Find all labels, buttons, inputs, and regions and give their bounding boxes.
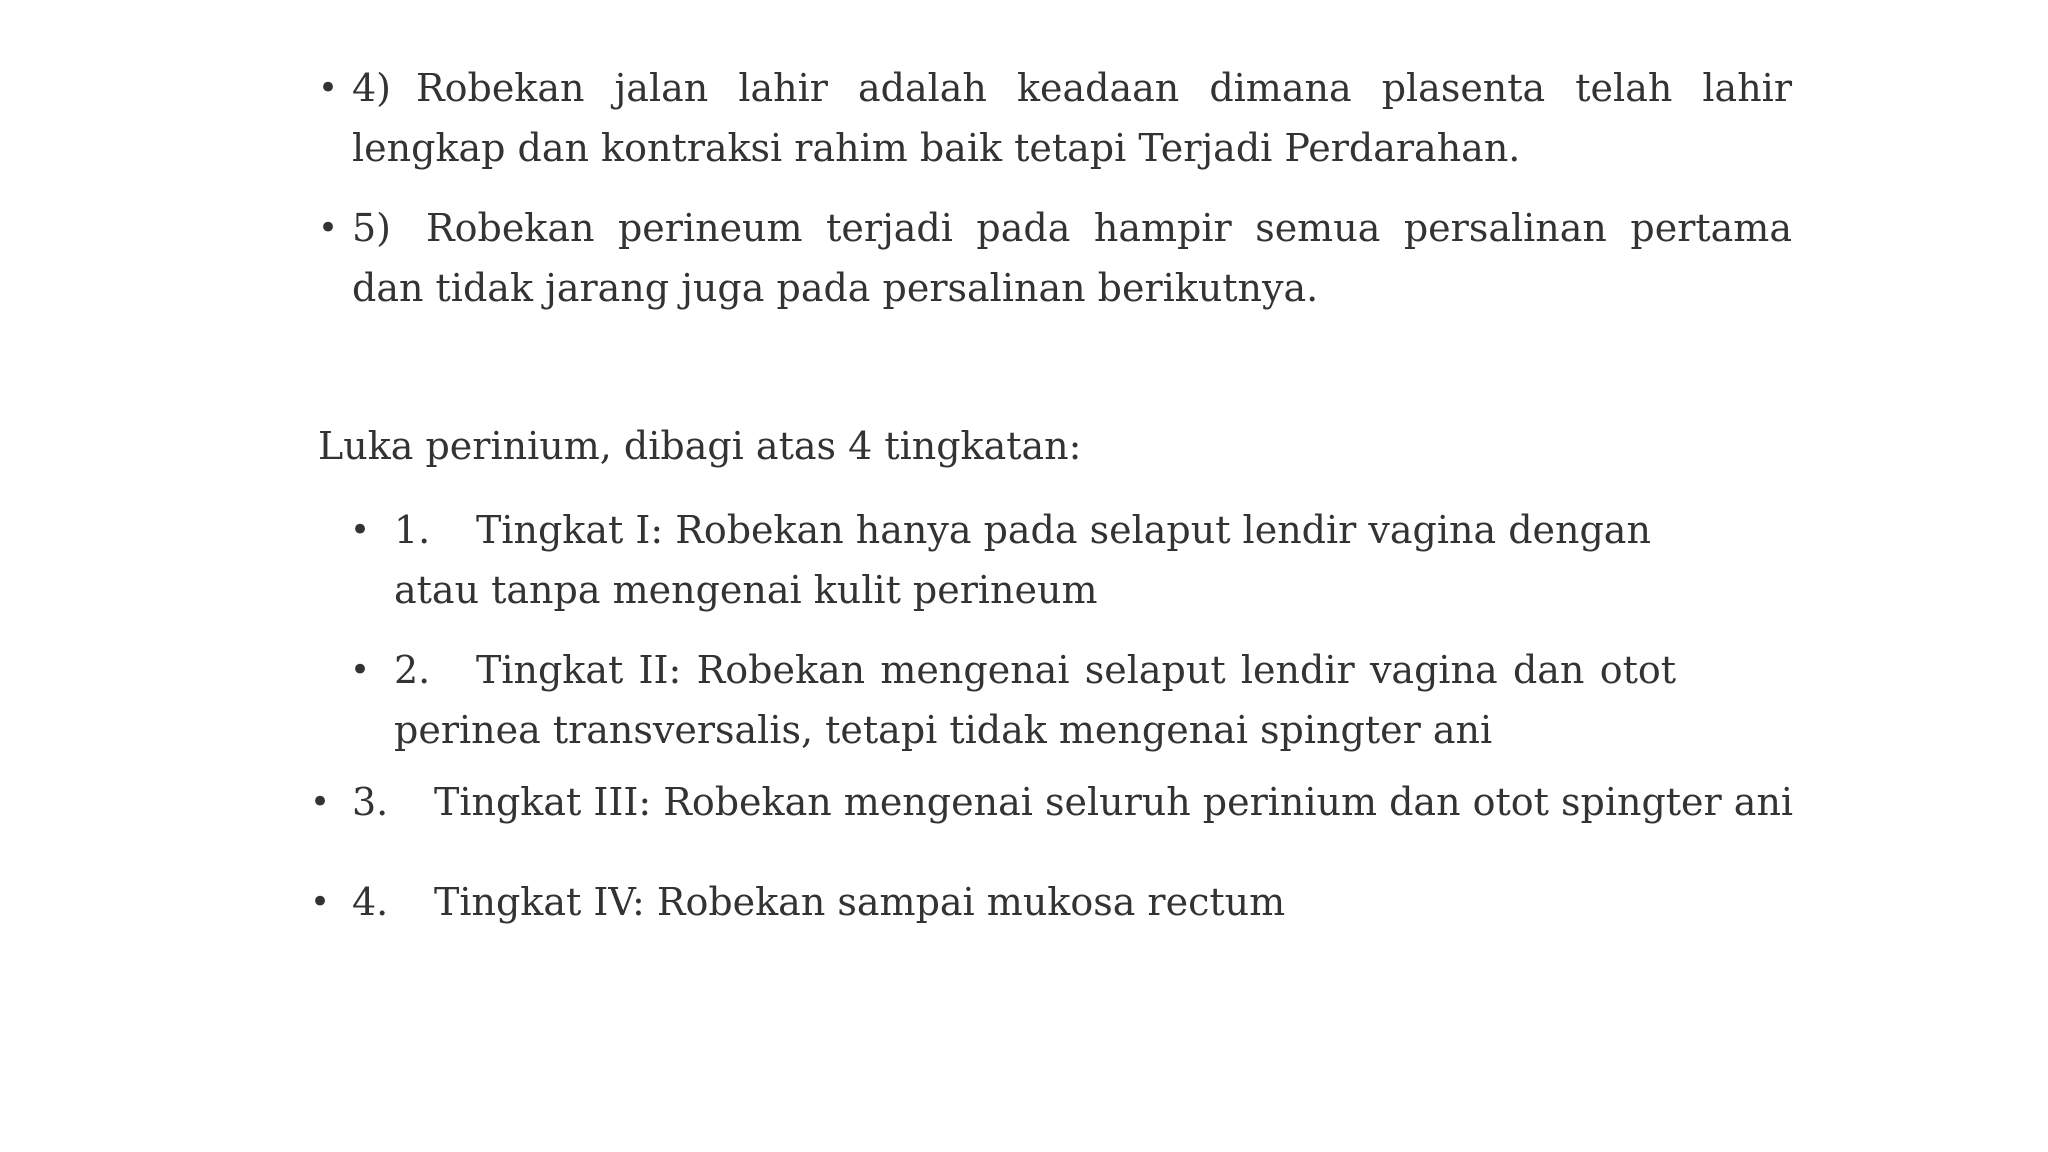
level-item-body [394, 640, 1676, 760]
level-item-body [352, 772, 1810, 832]
list-item-text: Robekan perineum terjadi pada hampir semua persalinan pertama dan tidak jarang juga pada persalinan berikutnya. [352, 206, 1792, 310]
level-item-text: Tingkat I: Robekan hanya pada selaput lendir vagina dengan atau tanpa mengenai kulit perineum [394, 508, 1651, 612]
section-heading: Luka perinium, dibagi atas 4 tingkatan: [318, 424, 1082, 468]
bullet-icon: • [310, 882, 331, 922]
level-item [310, 772, 1810, 832]
bullet-icon: • [350, 510, 371, 550]
list-item [318, 198, 1792, 318]
level-item-text: Tingkat II: Robekan mengenai selaput lendir vagina dan otot perinea transversalis, tetapi tidak mengenai spingter ani [394, 648, 1676, 752]
level-item-body [352, 872, 1810, 932]
bullet-icon: • [318, 208, 339, 248]
list-item-number: 4) [352, 66, 392, 110]
level-item-body [394, 500, 1700, 620]
bullet-icon: • [310, 782, 331, 822]
list-item-body [352, 58, 1792, 178]
level-item-number: 3. [352, 780, 389, 824]
level-item [350, 640, 1676, 760]
level-item-number: 4. [352, 880, 389, 924]
bullet-icon: • [350, 650, 371, 690]
level-item-text: Tingkat IV: Robekan sampai mukosa rectum [434, 880, 1286, 924]
level-item [310, 872, 1810, 932]
list-item [318, 58, 1792, 178]
level-item-number: 2. [394, 648, 431, 692]
level-item [350, 500, 1700, 620]
list-item-text: Robekan jalan lahir adalah keadaan dimana plasenta telah lahir lengkap dan kontraksi rahim baik tetapi Terjadi Perdarahan. [352, 66, 1792, 170]
bullet-icon: • [318, 68, 339, 108]
list-item-number: 5) [352, 206, 392, 250]
list-item-body [352, 198, 1792, 318]
level-item-text: Tingkat III: Robekan mengenai seluruh perinium dan otot spingter ani [434, 780, 1794, 824]
level-item-number: 1. [394, 508, 431, 552]
